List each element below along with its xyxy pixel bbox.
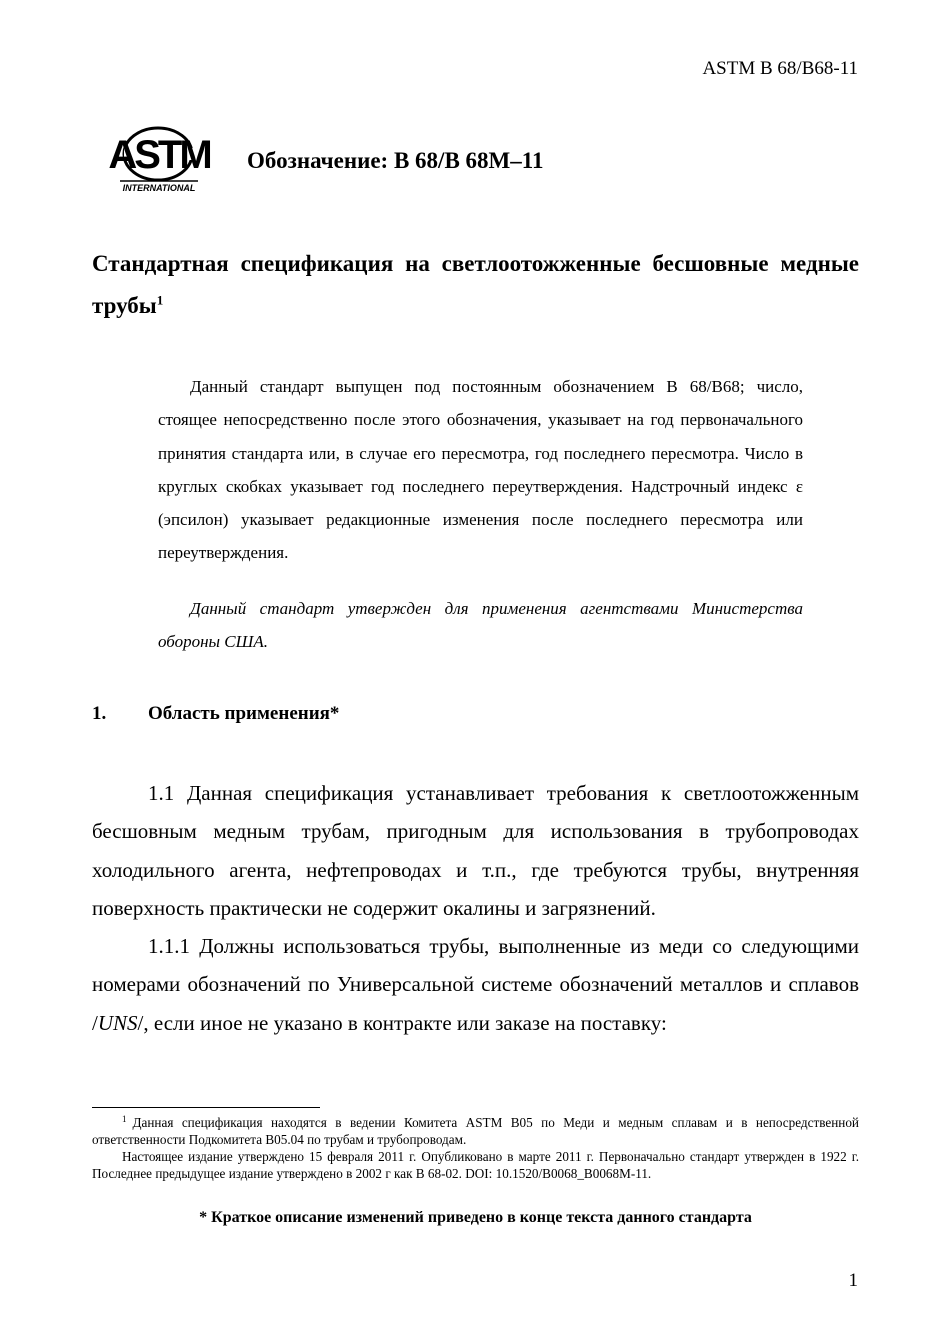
astm-logo	[108, 118, 210, 196]
change-summary-note: * Краткое описание изменений приведено в конце текста данного стандарта	[199, 1209, 752, 1226]
document-title: Стандартная спецификация на светлоотожженные бесшовные медные трубы$^1$	[92, 251, 859, 318]
svg-text:INTERNATIONAL: INTERNATIONAL	[122, 183, 196, 193]
footnote-edition: Настоящее издание утверждено 15 февраля 2011 г. Опубликовано в марте 2011 г. Первоначально стандарт утвержден в 1922 г. Последнее предыдущее издание утверждено в 2002 г как B 68-02. DOI: 10.1520/B0068_B0068M-11.	[92, 1149, 859, 1181]
paragraph-1-1-1: 1.1.1 Должны использоваться трубы, выполненные из меди со следующими номерами обозначений по Универсальной системе обозначений металлов и сплавов /UNS/, если иное не указано в контракте или заказе на поставку:	[92, 934, 859, 1035]
page-number: 1	[848, 1270, 858, 1291]
document-code: ASTM B 68/B68-11	[702, 58, 858, 79]
section-body	[92, 774, 859, 1042]
notice-paragraph: Данный стандарт выпущен под постоянным обозначением B 68/B68; число, стоящее непосредственно после этого обозначения, указывает на год первоначального принятия стандарта или, в случае его пересмотра, год последнего пересмотра. Число в круглых скобках указывает год последнего переутверждения. Надстрочный индекс ε (эпсилон) указывает редакционные изменения после последнего пересмотра или переутверждения.	[158, 377, 803, 563]
approval-notice: Данный стандарт утвержден для применения агентствами Министерства обороны США.	[158, 599, 803, 652]
section-heading: 1. Область применения*	[92, 703, 340, 724]
designation: Обозначение: B 68/B 68M–11	[247, 148, 544, 173]
footnote-divider	[92, 1107, 320, 1108]
title-footnote-ref: 1	[156, 292, 164, 308]
footnotes	[92, 1114, 859, 1182]
paragraph-1-1: 1.1 Данная спецификация устанавливает требования к светлоотожженным бесшовным медным трубам, пригодным для использования в трубопроводах холодильного агента, нефтепроводах и т.п., где требуются трубы, внутренняя поверхность практически не содержит окалины и загрязнений.	[92, 781, 859, 920]
footnote-1: $^1$ Данная спецификация находятся в ведении Комитета ASTM B05 по Меди и медным сплавам и в непосредственной ответственности Подкомитета B05.04 по трубам и трубопроводам.	[92, 1113, 859, 1147]
svg-text:ASTM: ASTM	[108, 133, 210, 177]
